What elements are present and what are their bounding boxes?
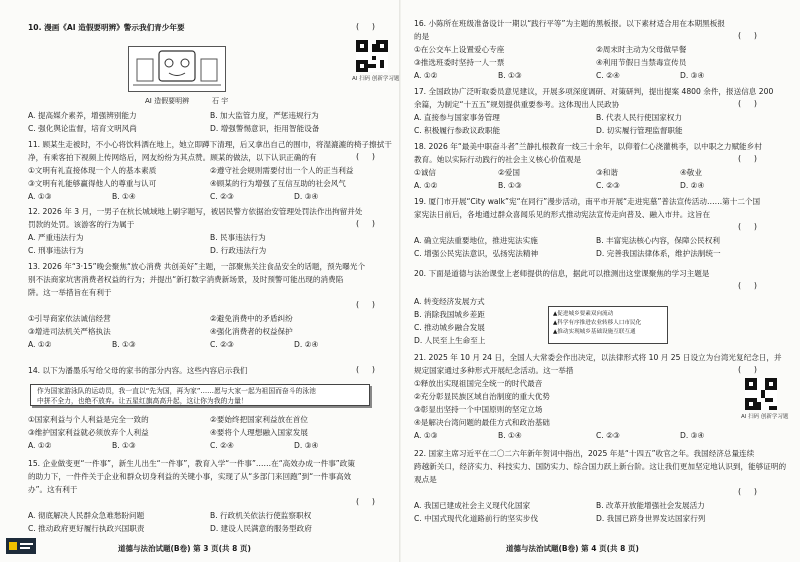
q13-opt-1: ①引导商家依法诚信经营 <box>28 314 111 323</box>
q21-opt-3: ③彰显出坚持一个中国原则的坚定立场 <box>414 405 543 414</box>
q13-line-3: 阱。这一举措旨在有利于 <box>28 288 112 297</box>
page-footer-4: 道德与法治试题(B卷) 第 4 页(共 8 页) <box>506 544 639 553</box>
letter-line-1: 作为国家游泳队的运动员，我一直以“先为国，再为家”……愿与大家一起为祖国而奋斗的泳池 <box>37 387 316 395</box>
q19-opt-d: D. 完善我国法律体系，维护法制统一 <box>596 249 721 258</box>
answer-paren: ( ) <box>738 31 757 40</box>
q18-line-1: 18. 2026 年“最美中职奋斗者”兰静扎根教育一线三十余年，以仰着仁心浇灌桃李，以中职之力赋能乡村 <box>414 142 762 151</box>
q13-choice-b: B. ①③ <box>112 340 136 349</box>
q20-opt-c: C. 推动城乡融合发展 <box>414 323 485 332</box>
info-line-3: ▲推动实现城乡基础设施互联互通 <box>553 329 636 335</box>
q16-choice-d: D. ③④ <box>680 71 705 80</box>
q16-line-1: 16. 小陈所在班级准备设计一期以“践行平等”为主题的黑板报。以下素材适合用在本期黑板报 <box>414 19 725 28</box>
exam-page-4 <box>400 0 800 562</box>
q18-opt-3: ③和谐 <box>596 168 618 177</box>
q15-opt-a: A. 彻底解决人民群众急难愁盼问题 <box>28 511 145 520</box>
q18-choice-b: B. ①③ <box>498 181 522 190</box>
q18-line-2: 教育。她以实际行动践行的社会主义核心价值观是 <box>414 155 582 164</box>
q13-line-2: 别不法商家坑害消费者权益的行为；并提出“新打数字消费新场景，及时预警可能出现的消费陷 <box>28 275 344 284</box>
q11-opt-1: ①文明有礼直接体现一个人的基本素质 <box>28 166 157 175</box>
q21-choice-c: C. ②③ <box>596 431 620 440</box>
q19-opt-c: C. 增强公民宪法意识，弘扬宪法精神 <box>414 249 539 258</box>
qr-label: AI 扫码 创新学习题 <box>352 76 400 82</box>
q21-choice-a: A. ①③ <box>414 431 438 440</box>
q11-opt-3: ③文明有礼能够赢得他人的尊重与认可 <box>28 179 157 188</box>
q16-opt-1: ①在公交车上设置爱心专座 <box>414 45 505 54</box>
q16-choice-b: B. ①③ <box>498 71 522 80</box>
q14-opt-3: ③维护国家利益就必须放弃个人利益 <box>28 428 149 437</box>
letter-line-2: 中拼不全力，也绝不放弃。让五星红旗高高升起，这让你为我的力量！ <box>37 397 248 405</box>
q14-stem: 14. 以下为潘墨乐写给父母的家书的部分内容。这些内容启示我们 <box>28 366 248 375</box>
q19-opt-b: B. 丰富宪法核心内容，保障公民权利 <box>596 236 720 245</box>
q11-choice-b: B. ①④ <box>112 192 136 201</box>
q10-opt-d: D. 增强警惕意识，拒用智能设备 <box>210 124 320 133</box>
q11-opt-4: ④顾某的行为增强了互信互助的社会风气 <box>210 179 346 188</box>
q12-opt-b: B. 民事违法行为 <box>210 233 266 242</box>
q15-opt-b: B. 行政机关依法行使监察职权 <box>210 511 312 520</box>
q20-opt-a: A. 转变经济发展方式 <box>414 297 485 306</box>
q14-opt-1: ①国家利益与个人利益是完全一致的 <box>28 415 149 424</box>
page-footer-3: 道德与法治试题(B卷) 第 3 页(共 8 页) <box>118 544 251 553</box>
q22-opt-b: B. 改革开放能增强社会发展活力 <box>596 501 705 510</box>
q12-line-1: 12. 2026 年 3 月，一男子在杭长城域地上刷字题写，被居民警方依据治安管理处罚法作出拘留并处 <box>28 207 363 216</box>
q16-opt-4: ④利用节假日当禁毒宣传员 <box>596 58 687 67</box>
q18-choice-a: A. ①② <box>414 181 438 190</box>
q13-opt-4: ④强化消费者的权益保护 <box>210 327 293 336</box>
q17-opt-d: D. 切实履行管理监督职能 <box>596 126 683 135</box>
q11-line-2: 净，有乘客拍下视频上传网络后，网友纷纷为其点赞。顾某的做法，以下认识正确的有 <box>28 153 317 162</box>
q12-line-2: 罚款的处罚。该游客的行为属于 <box>28 220 135 229</box>
q21-line-2: 规定国家通过多种形式开展纪念活动。这一举措 <box>414 366 574 375</box>
answer-paren: ( ) <box>738 154 757 163</box>
q10-stem: 10. 漫画《AI 造假要明辨》警示我们青少年要 <box>28 23 185 32</box>
teacher-info-box <box>548 306 668 344</box>
answer-paren: ( ) <box>356 365 375 374</box>
answer-paren: ( ) <box>738 222 757 231</box>
q19-line-2: 家宪法日前后，各地通过群众喜闻乐见的形式推动宪法宣传走向普及、融入市井。这旨在 <box>414 210 711 219</box>
q15-line-3: 办”。这有利于 <box>28 485 78 494</box>
q21-opt-1: ①释放出实现祖国完全统一的时代最音 <box>414 379 543 388</box>
q19-line-1: 19. 厦门市开展“City walk”宪“在同行”漫步活动，南平市开展“走进宪墓”普法宣传活动……第十二个国 <box>414 197 761 206</box>
q15-opt-c: C. 推动政府更好履行执政兴国职责 <box>28 524 145 533</box>
cartoon-caption: AI 造假要明辨 <box>145 97 190 105</box>
q15-line-2: 的助力下，一件件关于企业和群众切身利益的关键小事，实现了从“多部门来回跑”到“一件事高效 <box>28 472 352 481</box>
q14-choice-b: B. ①③ <box>112 441 136 450</box>
q22-opt-c: C. 中国式现代化道路前行的坚实步伐 <box>414 514 539 523</box>
publisher-logo <box>6 538 36 554</box>
q18-choice-c: C. ②③ <box>596 181 620 190</box>
q21-opt-4: ④是解决台湾问题的最佳方式和政治基础 <box>414 418 550 427</box>
q17-opt-c: C. 积极履行参政议政职能 <box>414 126 501 135</box>
q13-opt-3: ③增进司法机关严格执法 <box>28 327 111 336</box>
q16-opt-3: ③推选班委时坚持一人一票 <box>414 58 505 67</box>
q14-choice-d: D. ③④ <box>294 441 319 450</box>
q12-opt-d: D. 行政违法行为 <box>210 246 267 255</box>
q13-choice-a: A. ①② <box>28 340 52 349</box>
q17-opt-a: A. 直接参与国家事务管理 <box>414 113 500 122</box>
q16-choice-a: A. ①② <box>414 71 438 80</box>
q22-opt-a: A. 我国已建成社会主义现代化国家 <box>414 501 531 510</box>
q15-line-1: 15. 企业做变更“一件事”，新生儿出生“一件事”，教育入学“一件事”……在“高效办成一件事”政策 <box>28 459 355 468</box>
q20-opt-b: B. 消除我国城乡差距 <box>414 310 485 319</box>
family-letter-excerpt <box>30 384 370 406</box>
q15-opt-d: D. 建设人民满意的服务型政府 <box>210 524 312 533</box>
answer-paren: ( ) <box>356 219 375 228</box>
q21-line-1: 21. 2025 年 10 月 24 日，全国人大常委会作出决定，以法律形式将 10 月 25 日设立为台湾光复纪念日，并 <box>414 353 782 362</box>
q16-choice-c: C. ②④ <box>596 71 620 80</box>
qr-code-icon[interactable] <box>745 378 777 410</box>
answer-paren: ( ) <box>738 281 757 290</box>
q21-choice-d: D. ③④ <box>680 431 705 440</box>
q10-opt-a: A. 提高媒介素养，增强辨别能力 <box>28 111 137 120</box>
answer-paren: ( ) <box>356 152 375 161</box>
q14-opt-4: ④要将个人理想融入国家发展 <box>210 428 308 437</box>
q13-choice-d: D. ②④ <box>294 340 319 349</box>
q11-line-1: 11. 顾某生走被时，不小心将饮料洒在地上，她立即蹲下清理，后又拿出自己的围巾，将湿漉漉的椅子擦拭干 <box>28 140 392 149</box>
answer-paren: ( ) <box>738 99 757 108</box>
q20-stem: 20. 下面是道德与法治课堂上老师提供的信息，据此可以推测出这堂课聚焦的学习主题是 <box>414 269 710 278</box>
answer-paren: ( ) <box>356 300 375 309</box>
q14-choice-c: C. ②④ <box>210 441 234 450</box>
q21-choice-b: B. ①④ <box>498 431 522 440</box>
q13-choice-c: C. ②③ <box>210 340 234 349</box>
q14-opt-2: ②要始终把国家利益放在首位 <box>210 415 308 424</box>
q19-opt-a: A. 确立宪法重要地位，推进宪法实施 <box>414 236 538 245</box>
answer-paren: ( ) <box>356 22 375 31</box>
cartoon-artist: 石 宇 <box>212 97 229 105</box>
answer-paren: ( ) <box>356 497 375 506</box>
q18-opt-1: ①诚信 <box>414 168 436 177</box>
qr-code-icon[interactable] <box>356 40 388 72</box>
q22-opt-d: D. 我国已跻身世界发达国家行列 <box>596 514 706 523</box>
answer-paren: ( ) <box>738 487 757 496</box>
ai-fake-cartoon <box>128 46 226 92</box>
q17-line-1: 17. 全国政协广泛听取委员意见建议，开展多项深度调研、对策研判，提出提案 4800 余件，报送信息 200 <box>414 87 774 96</box>
q17-line-2: 余篇，为制定“十五五”规划提供重要参考。这体现出人民政协 <box>414 100 620 109</box>
info-line-1: ▲促进城乡要素双向流动 <box>553 311 614 317</box>
q13-opt-2: ②避免消费中的矛盾纠纷 <box>210 314 293 323</box>
q20-opt-d: D. 人民至上生命至上 <box>414 336 486 345</box>
q11-choice-d: D. ③④ <box>294 192 319 201</box>
q22-line-3: 观点是 <box>414 475 437 484</box>
q11-opt-2: ②遵守社会规则需要付出一个人的正当利益 <box>210 166 354 175</box>
q21-opt-2: ②充分彰显民族区域自治制度的重大优势 <box>414 392 550 401</box>
q18-opt-2: ②爱国 <box>498 168 520 177</box>
q10-opt-b: B. 加大监管力度，严惩违规行为 <box>210 111 319 120</box>
q22-line-1: 22. 国家主席习近平在二〇二六年新年贺词中指出，2025 年是“十四五”收官之年。我国经济总量连续 <box>414 449 755 458</box>
answer-paren: ( ) <box>738 365 757 374</box>
q12-opt-c: C. 刑事违法行为 <box>28 246 84 255</box>
q16-opt-2: ②周末时主动为父母做早餐 <box>596 45 687 54</box>
info-line-2: ▲科学有序推进农业转移人口市民化 <box>553 320 642 326</box>
q12-opt-a: A. 严重违法行为 <box>28 233 84 242</box>
q11-choice-a: A. ①③ <box>28 192 52 201</box>
q17-opt-b: B. 代表人民行使国家权力 <box>596 113 682 122</box>
qr-label: AI 扫码 创新学习题 <box>741 414 789 420</box>
q16-line-2: 的是 <box>414 32 430 41</box>
q11-choice-c: C. ②③ <box>210 192 234 201</box>
q18-opt-4: ④敬业 <box>680 168 702 177</box>
q10-opt-c: C. 强化舆论监督，培育文明风尚 <box>28 124 137 133</box>
q22-line-2: 跨越新关口，经济实力、科技实力、国防实力、综合国力跃上新台阶。这让我们更加坚定地认识到，能够证明的 <box>414 462 787 471</box>
q13-line-1: 13. 2026 年“3·15”晚会聚焦“放心消费 共创美好”主题，一部聚焦关注食品安全的话题，预先曝光个 <box>28 262 366 271</box>
q18-choice-d: D. ②④ <box>680 181 705 190</box>
q14-choice-a: A. ①② <box>28 441 52 450</box>
